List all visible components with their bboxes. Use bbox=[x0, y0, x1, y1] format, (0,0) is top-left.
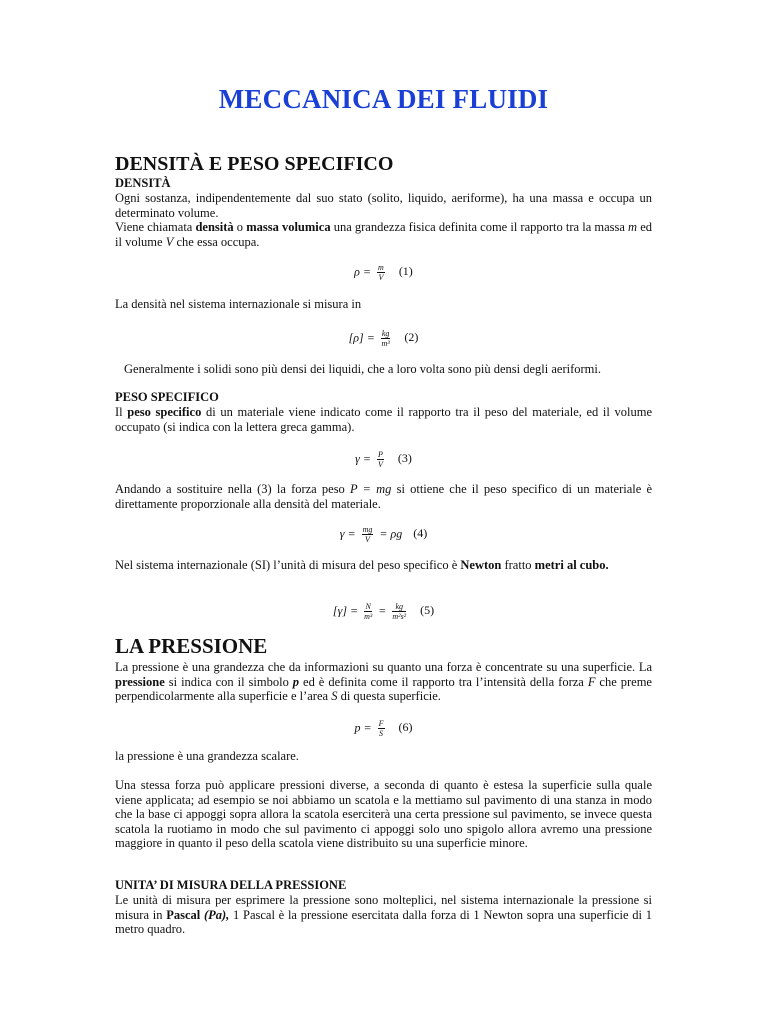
paragraph-solids-liquids: Generalmente i solidi sono più densi dei liquidi, che a loro volta sono più densi degli aeriformi. bbox=[124, 362, 601, 376]
paragraph-specific-weight-definition: Il peso specifico di un materiale viene indicato come il rapporto tra il peso del materiale, ed il volume occupato (si indica con la lettera greca gamma). bbox=[115, 405, 653, 434]
page-title: MECCANICA DEI FLUIDI bbox=[218, 84, 549, 114]
subheading-densita: DENSITÀ bbox=[115, 176, 171, 190]
paragraph-si-unit-density: La densità nel sistema internazionale si misura in bbox=[115, 297, 362, 311]
section-heading-density: DENSITÀ E PESO SPECIFICO bbox=[115, 153, 394, 175]
paragraph-mass-volume: Ogni sostanza, indipendentemente dal suo stato (solito, liquido, aeriforme), ha una massa e occupa un determinato volume. bbox=[115, 191, 652, 220]
section-pressure-units bbox=[115, 878, 652, 937]
section-heading-pressure: LA PRESSIONE bbox=[115, 634, 268, 658]
paragraph-weight-force: Andando a sostituire nella (3) la forza peso P = mg si ottiene che il peso specifico di un materiale è direttamente proporzionale alla densità del materiale. bbox=[115, 482, 652, 511]
paragraph-scalar: la pressione è una grandezza scalare. bbox=[115, 749, 299, 763]
paragraph-si-unit-specific-weight: Nel sistema internazionale (SI) l’unità di misura del peso specifico è Newton fratto metri al cubo. bbox=[115, 558, 609, 572]
equation-2: [ρ] = $\frac{kg}{\text{m³}}$ (2) bbox=[348, 329, 419, 348]
paragraph-pascal: Le unità di misura per esprimere la pressione sono molteplici, nel sistema internazionale la pressione si misura in Pascal (Pa), 1 Pascal è la pressione esercitata dalla forza di 1 Newton sopra una superficie di 1 metro quadro. bbox=[115, 893, 652, 937]
paragraph-density-definition: Viene chiamata densità o massa volumica una grandezza fisica definita come il rapporto tra la massa m ed il volume V che essa occupa. bbox=[115, 220, 653, 249]
section-specific-weight bbox=[115, 390, 652, 434]
paragraph-box-example: Una stessa forza può applicare pressioni diverse, a seconda di quanto è estesa la superficie sulla quale viene applicata; ad esempio se noi abbiamo un scatola e la mettiamo sul pavimento di una stanza in modo che la base ci appoggi sopra allora la scatola eserciterà una certa pressione sul pavimento, se invece questa scatola la ruotiamo in modo che sul pavimento ci appoggi solo uno spigolo allora avremo una pressione maggiore in quanto il peso della scatola viene distribuito su una superficie minore. bbox=[115, 778, 652, 851]
paragraph-pressure-intro: La pressione è una grandezza che da informazioni su quanto una forza è concentrate su una superficie. La pressione si indica con il simbolo p ed è definita come il rapporto tra l’intensità della forza F che preme perpendicolarmente alla superficie e l’area S di questa superficie. bbox=[115, 660, 652, 704]
equation-3: γ = $\frac{P}{V}$ (3) bbox=[355, 450, 412, 469]
equation-6: p = $\frac{F}{S}$ (6) bbox=[354, 719, 413, 738]
subheading-unita-misura: UNITA’ DI MISURA DELLA PRESSIONE bbox=[115, 878, 347, 892]
equation-5: [γ] = $\frac{N}{\text{m³}}$ = $\frac{kg}{\text{m²s²}}$ (5) bbox=[332, 602, 435, 621]
equation-1: ρ = $\frac{m}{V}$ (1) bbox=[354, 263, 413, 282]
section-density bbox=[115, 152, 652, 249]
section-pressure bbox=[115, 634, 652, 704]
equation-4: γ = $\frac{mg}{V}$ = ρg (4) bbox=[339, 525, 428, 544]
subheading-peso-specifico: PESO SPECIFICO bbox=[115, 390, 219, 404]
